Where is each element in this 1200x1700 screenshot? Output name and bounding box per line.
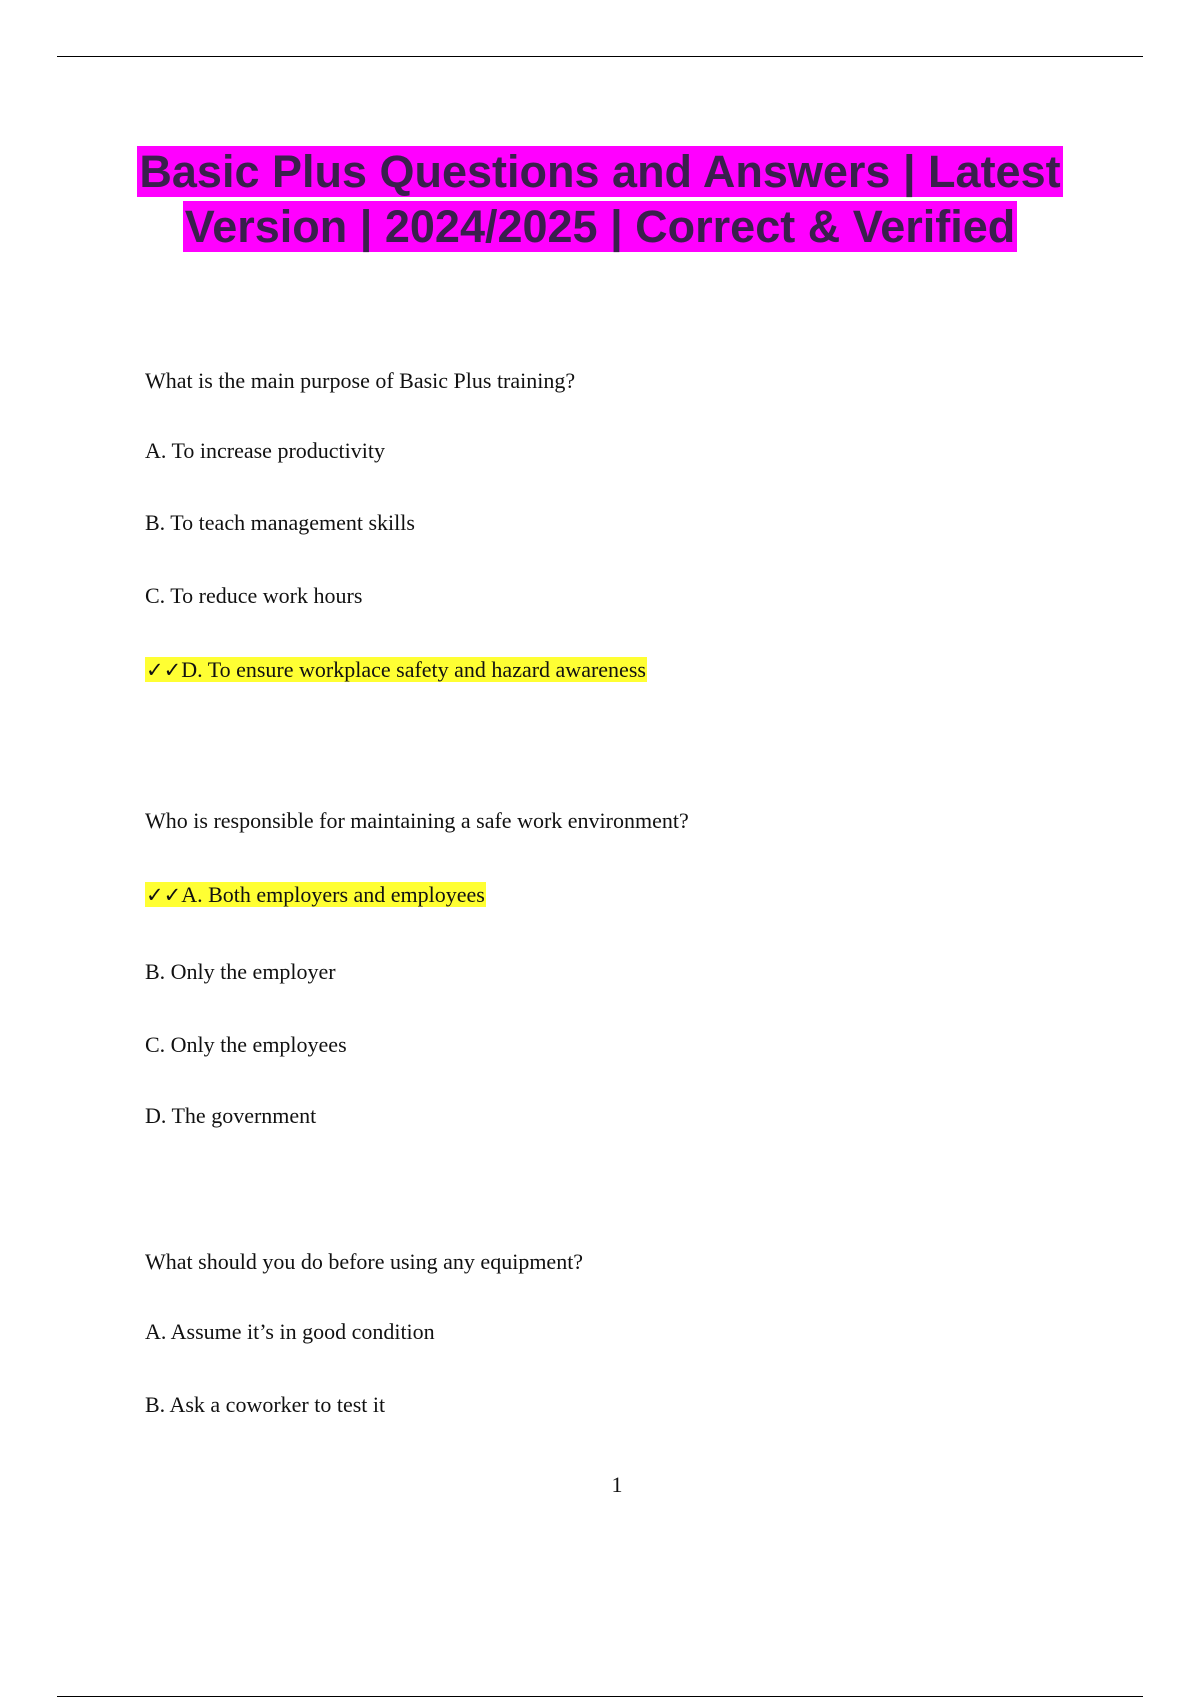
page-number: 1 <box>611 1472 623 1497</box>
question-2-text: Who is responsible for maintaining a safe work environment? <box>145 808 689 833</box>
question-1-option-b: B. To teach management skills <box>145 510 415 535</box>
document-title <box>100 144 1100 254</box>
question-3-option-a: A. Assume it’s in good condition <box>145 1319 435 1344</box>
question-2-option-d: D. The government <box>145 1103 317 1128</box>
question-3-option-b: B. Ask a coworker to test it <box>145 1392 386 1417</box>
answer-highlight <box>145 882 486 907</box>
document-title-text: Basic Plus Questions and Answers | Latest Version | 2024/2025 | Correct & Verified <box>139 146 1061 252</box>
double-check-icon: ✓✓ <box>146 883 182 907</box>
question-2-option-c: C. Only the employees <box>145 1032 347 1057</box>
top-rule <box>57 56 1143 57</box>
question-1-option-d: D. To ensure workplace safety and hazard awareness <box>181 657 646 682</box>
question-1-option-c: C. To reduce work hours <box>145 583 363 608</box>
question-1-text: What is the main purpose of Basic Plus training? <box>145 368 576 393</box>
answer-highlight <box>145 657 647 682</box>
question-2-correct-answer <box>145 880 486 910</box>
question-2-option-a: A. Both employers and employees <box>181 882 485 907</box>
question-3-text: What should you do before using any equipment? <box>145 1249 584 1274</box>
double-check-icon: ✓✓ <box>146 658 182 682</box>
question-1-correct-answer <box>145 655 647 685</box>
bottom-rule <box>57 1696 1143 1697</box>
question-1-option-a: A. To increase productivity <box>145 438 385 463</box>
question-2-option-b: B. Only the employer <box>145 959 336 984</box>
